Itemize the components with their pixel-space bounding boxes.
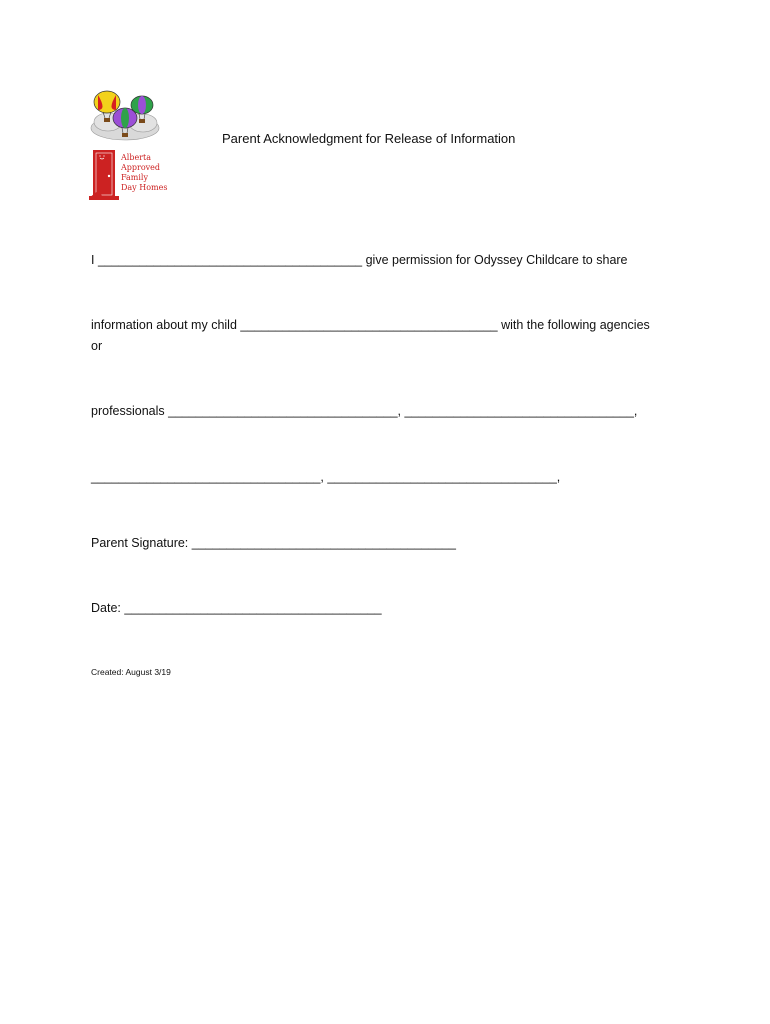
logo-text-line-3: Family	[121, 173, 148, 182]
child-information-line: information about my child _____________________________________ with the following agencies	[91, 318, 650, 332]
permission-line: I ______________________________________ give permission for Odyssey Childcare to share	[91, 253, 628, 267]
document-title: Parent Acknowledgment for Release of Information	[222, 131, 516, 146]
or-line: or	[91, 339, 103, 353]
date-line: Date: _____________________________________	[91, 601, 382, 615]
professionals-line: professionals _________________________________, _________________________________,	[91, 404, 638, 418]
alberta-day-homes-logo	[89, 148, 169, 204]
additional-professionals-line: _________________________________, _________________________________,	[91, 470, 561, 484]
hot-air-balloons-logo	[88, 88, 162, 144]
logo-text-line-1: Alberta	[121, 153, 151, 162]
parent-signature-line: Parent Signature: ______________________________________	[91, 536, 456, 550]
logo-text-line-4: Day Homes	[121, 183, 168, 192]
logo-text-line-2: Approved	[121, 163, 161, 172]
created-date-footer: Created: August 3/19	[91, 667, 171, 677]
